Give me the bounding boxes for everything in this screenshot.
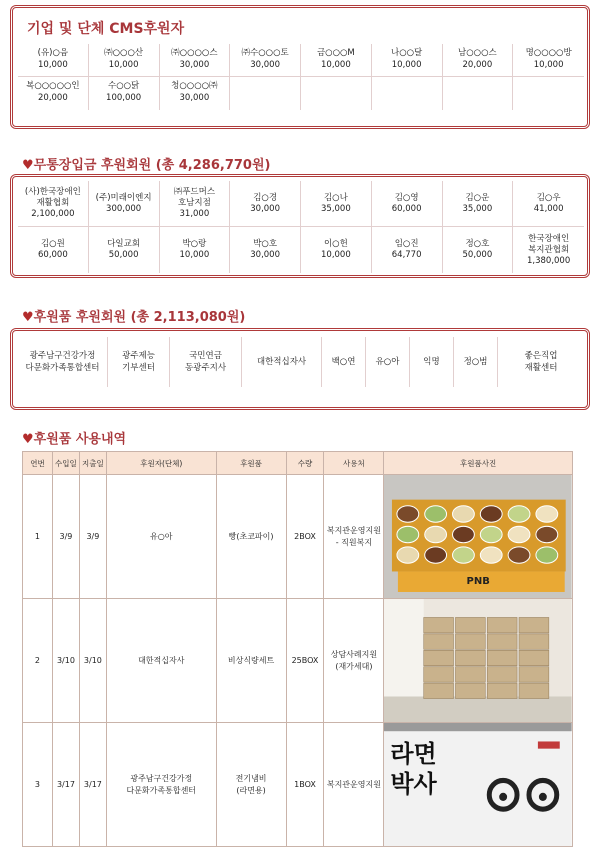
column-header: 지출일 bbox=[79, 452, 106, 475]
goods-donor-box bbox=[10, 328, 590, 410]
donor-amount: 31,000 bbox=[179, 209, 210, 219]
usage-header-row bbox=[23, 452, 573, 475]
mutong-donor-cell bbox=[301, 227, 372, 273]
goods-donor-cell bbox=[108, 337, 170, 387]
donor-name: 정○호 bbox=[465, 239, 490, 249]
donor-amount: 50,000 bbox=[462, 250, 493, 260]
usage-table bbox=[22, 451, 573, 847]
cms-donor-box bbox=[10, 5, 590, 129]
row-number: 2 bbox=[23, 599, 53, 723]
mutong-donor-cell bbox=[513, 181, 584, 227]
item-name: 비상식량세트 bbox=[227, 655, 275, 665]
mutong-donor-grid bbox=[18, 181, 584, 273]
cms-donor-cell bbox=[18, 44, 89, 77]
donor-name: 복○○○○○인 bbox=[26, 81, 80, 91]
donor-amount: 10,000 bbox=[321, 60, 351, 70]
quantity: 25BOX bbox=[286, 599, 324, 723]
donor-name: (사)한국장애인 bbox=[24, 187, 81, 197]
donor-amount: 64,770 bbox=[391, 250, 422, 260]
donor-name: 김○운 bbox=[465, 192, 490, 203]
usage-title-text: 후원품 사용내역 bbox=[33, 432, 127, 447]
donor-name: 한국장애인 bbox=[528, 233, 570, 244]
mutong-donor-cell bbox=[18, 181, 89, 227]
donor-name-line2: 다문화가족통합센터 bbox=[25, 363, 100, 373]
donor-name: 임○진 bbox=[394, 239, 419, 249]
goods-donor-cell bbox=[322, 337, 366, 387]
donor-amount: 10,000 bbox=[179, 250, 210, 260]
donor-name: 국민연금 bbox=[189, 351, 222, 361]
donor-amount: 30,000 bbox=[250, 60, 280, 70]
cms-donor-cell bbox=[301, 44, 372, 77]
donor-name: 김○경 bbox=[253, 192, 278, 203]
goods-donor-cell bbox=[410, 337, 454, 387]
row-number: 1 bbox=[23, 475, 53, 599]
column-header: 후원품사진 bbox=[384, 452, 573, 475]
mutong-donor-cell bbox=[160, 181, 231, 227]
cms-donor-cell bbox=[89, 44, 160, 77]
mutong-donor-cell bbox=[89, 181, 160, 227]
donor-name: 광주남구건강가정 bbox=[130, 773, 193, 783]
item-name-line2: (라면용) bbox=[236, 785, 266, 795]
photo-brand-text: 라면박사 bbox=[390, 740, 437, 799]
goods-title-text: 후원품 후원회원 (총 2,113,080원) bbox=[33, 310, 246, 325]
mutong-donor-box bbox=[10, 174, 590, 278]
donor-amount: 2,100,000 bbox=[31, 209, 75, 219]
cms-donor-cell bbox=[301, 77, 372, 110]
mutong-donor-cell bbox=[443, 227, 514, 273]
mutong-section-title bbox=[22, 154, 270, 173]
item-cell bbox=[216, 475, 286, 599]
cms-section-title: 기업 및 단체 CMS후원자 bbox=[27, 21, 185, 37]
donor-amount: 30,000 bbox=[250, 203, 280, 214]
cms-donor-cell bbox=[230, 77, 301, 110]
donor-cell bbox=[106, 723, 216, 847]
donor-name-line2: 동광주지사 bbox=[184, 363, 227, 373]
cms-donor-grid bbox=[18, 44, 584, 110]
donor-amount: 10,000 bbox=[533, 60, 564, 70]
donor-amount: 20,000 bbox=[462, 60, 493, 70]
mutong-donor-cell bbox=[513, 227, 584, 273]
heart-icon: ♥ bbox=[22, 158, 34, 173]
donor-name: 광주제능 bbox=[122, 351, 155, 361]
donor-name: 다일교회 bbox=[107, 239, 141, 249]
usage-row bbox=[23, 723, 573, 847]
donor-name: 김○우 bbox=[536, 192, 561, 203]
donor-name: ㈜수○○○토 bbox=[241, 48, 289, 58]
donor-amount: 300,000 bbox=[106, 203, 142, 214]
heart-icon: ♥ bbox=[22, 310, 34, 325]
mutong-donor-cell bbox=[372, 181, 443, 227]
donor-amount: 60,000 bbox=[38, 250, 68, 260]
mutong-donor-cell bbox=[301, 181, 372, 227]
goods-donor-cell bbox=[170, 337, 242, 387]
donor-amount: 20,000 bbox=[38, 93, 68, 103]
mutong-donor-cell bbox=[372, 227, 443, 273]
mutong-donor-cell bbox=[18, 227, 89, 273]
cms-donor-cell bbox=[89, 77, 160, 110]
donor-amount: 30,000 bbox=[179, 93, 210, 103]
donor-amount: 50,000 bbox=[108, 250, 139, 260]
donor-name: ㈜○○○산 bbox=[104, 48, 144, 58]
donor-name-line2: 다문화가족통합센터 bbox=[126, 785, 197, 795]
received-date: 3/17 bbox=[52, 723, 79, 847]
donor-name: (유)○음 bbox=[37, 48, 69, 58]
goods-donor-cell bbox=[454, 337, 498, 387]
usage-row bbox=[23, 475, 573, 599]
donor-name-line2: 호남지점 bbox=[177, 198, 211, 208]
photo-brand-text: PNB bbox=[466, 576, 490, 588]
donor-amount: 30,000 bbox=[179, 60, 210, 70]
received-date: 3/10 bbox=[52, 599, 79, 723]
donor-amount: 10,000 bbox=[321, 250, 351, 260]
column-header: 수입일 bbox=[52, 452, 79, 475]
cms-donor-cell bbox=[443, 44, 514, 77]
usage-section-title bbox=[22, 428, 126, 447]
donor-amount: 30,000 bbox=[250, 250, 280, 260]
item-cell bbox=[216, 599, 286, 723]
column-header: 수량 bbox=[286, 452, 324, 475]
mutong-donor-cell bbox=[443, 181, 514, 227]
goods-donor-cell bbox=[242, 337, 322, 387]
donor-amount: 1,380,000 bbox=[526, 255, 571, 266]
quantity: 1BOX bbox=[286, 723, 324, 847]
donor-name: 남○○○스 bbox=[458, 48, 497, 58]
donor-name: ㈜○○○○스 bbox=[171, 48, 218, 58]
cms-donor-cell bbox=[443, 77, 514, 110]
donor-name-line2: 복지관협회 bbox=[528, 244, 570, 255]
donor-name: 김○영 bbox=[394, 192, 419, 203]
donor-name: 나○○달 bbox=[390, 48, 423, 58]
donor-amount: 10,000 bbox=[108, 60, 139, 70]
goods-donor-cell bbox=[498, 337, 584, 387]
usage-place-cell bbox=[324, 723, 384, 847]
column-header: 후원자(단체) bbox=[106, 452, 216, 475]
donor-name: 박○랑 bbox=[182, 239, 207, 249]
donor-name: 광주남구건강가정 bbox=[29, 351, 96, 361]
cms-donor-cell bbox=[230, 44, 301, 77]
donor-name-line2: 재활센터 bbox=[524, 363, 558, 373]
usage-place-cell bbox=[324, 475, 384, 599]
item-name: 빵(초코파이) bbox=[228, 531, 274, 541]
goods-donor-cell bbox=[18, 337, 108, 387]
donor-amount: 10,000 bbox=[38, 60, 68, 70]
usage-place: 복지관운영지원 bbox=[326, 525, 381, 535]
cms-donor-cell bbox=[160, 44, 231, 77]
donor-amount: 41,000 bbox=[533, 203, 564, 214]
donor-amount: 10,000 bbox=[391, 60, 422, 70]
donor-name: ㈜푸드머스 bbox=[173, 187, 216, 197]
column-header: 사용처 bbox=[324, 452, 384, 475]
column-header: 후원품 bbox=[216, 452, 286, 475]
donor-name-line2: 기부센터 bbox=[122, 363, 155, 373]
column-header: 연번 bbox=[23, 452, 53, 475]
donor-name: 백○연 bbox=[331, 357, 356, 367]
donor-name: 대한적십자사 bbox=[138, 655, 185, 665]
photo-frame bbox=[384, 475, 572, 598]
donor-name: 유○아 bbox=[375, 357, 400, 367]
donor-cell bbox=[106, 599, 216, 723]
donor-name: 익명 bbox=[423, 357, 440, 367]
donor-amount: 100,000 bbox=[106, 93, 142, 103]
cms-donor-cell bbox=[160, 77, 231, 110]
donor-amount: 60,000 bbox=[391, 203, 422, 214]
mutong-donor-cell bbox=[89, 227, 160, 273]
donor-name: 김○나 bbox=[323, 192, 348, 203]
donor-cell bbox=[106, 475, 216, 599]
heart-icon: ♥ bbox=[22, 432, 34, 447]
usage-place: 복지관운영지원 bbox=[326, 779, 381, 789]
donor-name: 유○아 bbox=[150, 531, 173, 541]
mutong-donor-cell bbox=[160, 227, 231, 273]
donor-amount: 35,000 bbox=[321, 203, 351, 214]
usage-place-line2: - 직원복지 bbox=[335, 537, 373, 547]
donor-name: 박○호 bbox=[253, 239, 278, 249]
photo-cell bbox=[384, 599, 573, 723]
cms-donor-cell bbox=[372, 44, 443, 77]
row-number: 3 bbox=[23, 723, 53, 847]
photo-frame bbox=[384, 723, 572, 846]
cms-donor-cell bbox=[18, 77, 89, 110]
item-name: 전기냄비 bbox=[235, 773, 267, 783]
donor-name-line2: 재활협회 bbox=[36, 198, 70, 208]
usage-row bbox=[23, 599, 573, 723]
cms-donor-cell bbox=[513, 77, 584, 110]
donor-name: 청○○○○㈜ bbox=[171, 81, 218, 91]
donor-name: 김○원 bbox=[40, 239, 65, 249]
donor-name: 금○○○M bbox=[316, 48, 355, 58]
photo-cell bbox=[384, 723, 573, 847]
goods-donor-grid bbox=[18, 337, 584, 387]
donor-name: 대한적십자사 bbox=[256, 357, 307, 367]
mutong-donor-cell bbox=[230, 181, 301, 227]
donor-name: 이○헌 bbox=[323, 239, 348, 249]
usage-place-cell bbox=[324, 599, 384, 723]
photo-frame bbox=[384, 599, 572, 722]
goods-donor-cell bbox=[366, 337, 410, 387]
spent-date: 3/17 bbox=[79, 723, 106, 847]
mutong-donor-cell bbox=[230, 227, 301, 273]
goods-section-title bbox=[22, 306, 245, 325]
quantity: 2BOX bbox=[286, 475, 324, 599]
donor-name: 좋은직업 bbox=[524, 351, 558, 361]
donor-name: 정○범 bbox=[463, 357, 488, 367]
spent-date: 3/9 bbox=[79, 475, 106, 599]
spent-date: 3/10 bbox=[79, 599, 106, 723]
donation-photo bbox=[384, 599, 572, 722]
donor-amount: 35,000 bbox=[462, 203, 493, 214]
item-cell bbox=[216, 723, 286, 847]
mutong-title-text: 무통장입금 후원회원 (총 4,286,770원) bbox=[33, 158, 271, 173]
received-date: 3/9 bbox=[52, 475, 79, 599]
donor-name: 명○○○○방 bbox=[525, 48, 572, 58]
photo-cell bbox=[384, 475, 573, 599]
usage-place-line2: (재가세대) bbox=[335, 661, 373, 671]
usage-place: 상담사례지원 bbox=[330, 649, 378, 659]
cms-donor-cell bbox=[372, 77, 443, 110]
donor-name: (주)미래이엔지 bbox=[95, 192, 152, 203]
donor-name: 수○○닭 bbox=[107, 81, 140, 91]
cms-donor-cell bbox=[513, 44, 584, 77]
